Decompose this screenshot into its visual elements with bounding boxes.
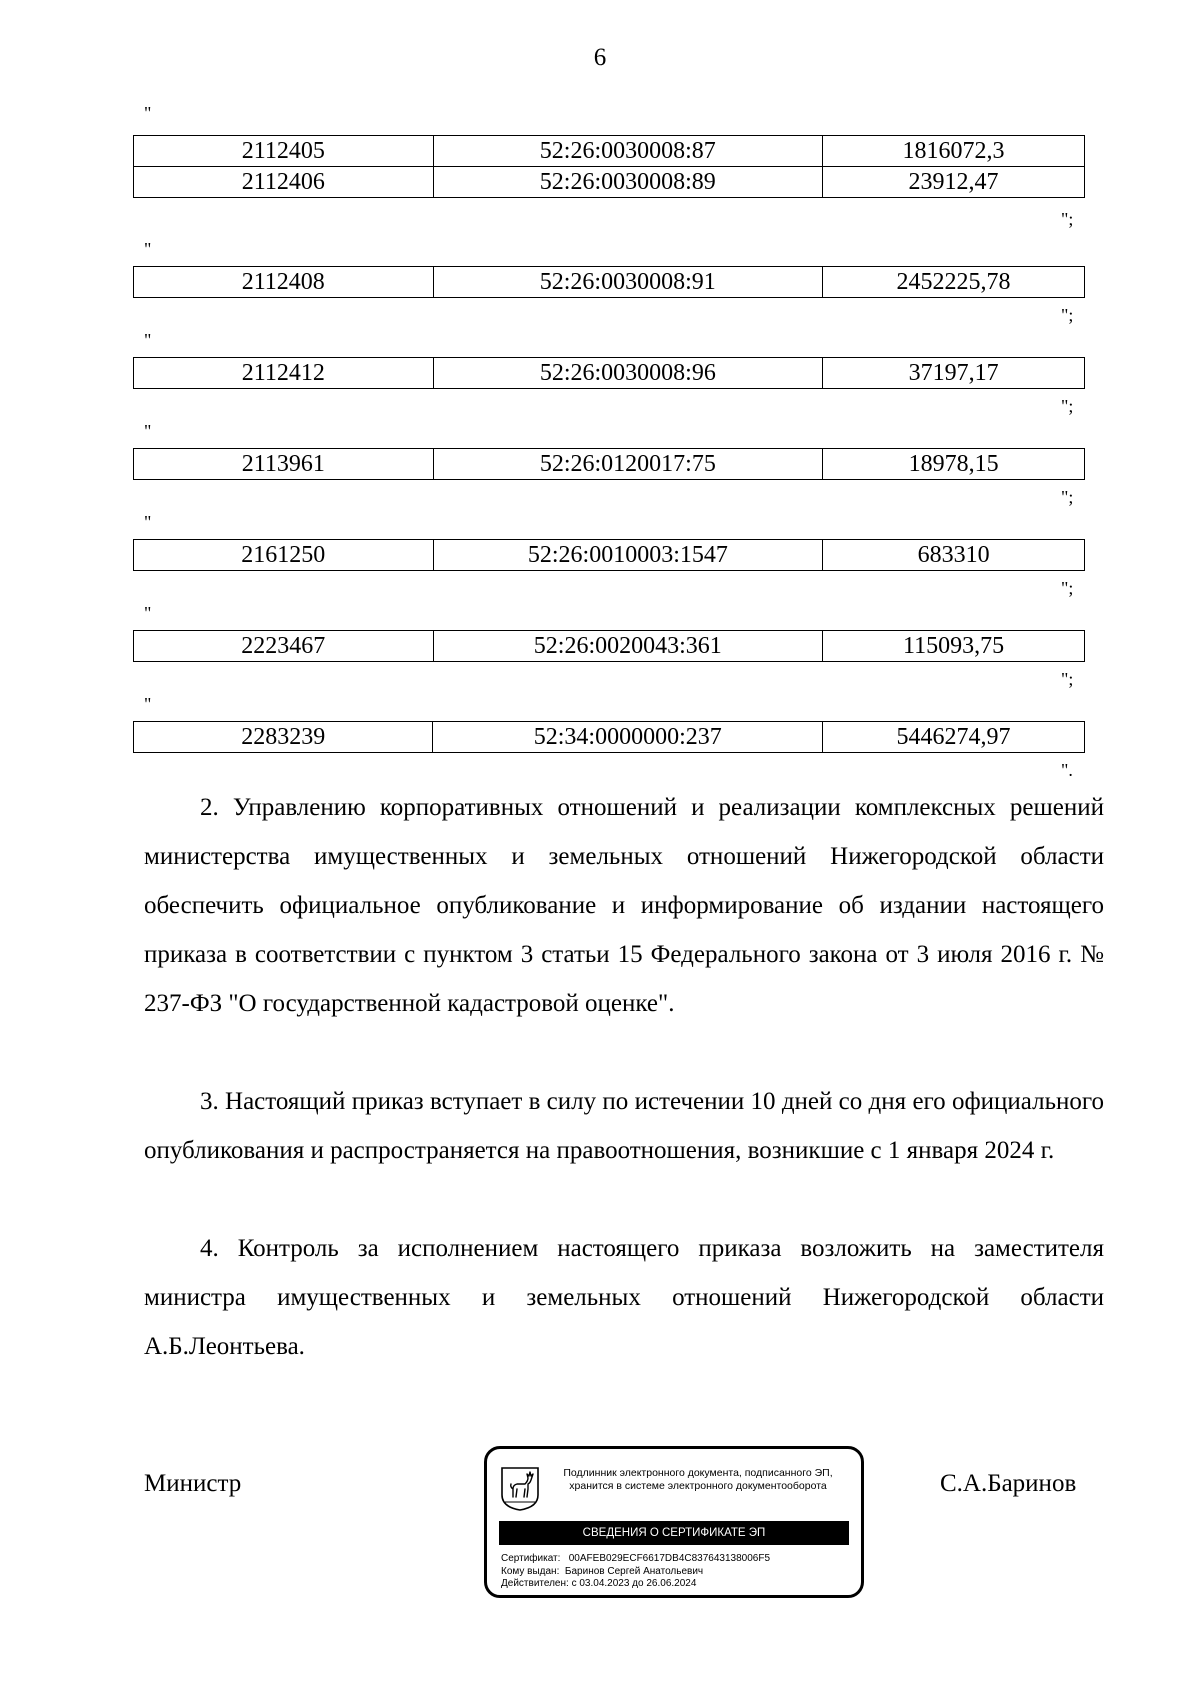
table-row [134, 631, 1085, 662]
data-table [133, 448, 1085, 480]
table-cell-code: 2112405 [134, 136, 434, 167]
table-cell-value: 23912,47 [823, 167, 1085, 198]
table-cell-value: 5446274,97 [823, 722, 1085, 753]
owner-line [501, 1566, 770, 1579]
data-table [133, 721, 1085, 753]
deer-coat-of-arms-icon [501, 1467, 539, 1511]
e-signature-stamp [484, 1446, 864, 1598]
owner-value: Баринов Сергей Анатольевич [564, 1565, 704, 1577]
closing-quote: "; [1061, 578, 1074, 598]
table-row [134, 449, 1085, 480]
table-row [134, 722, 1085, 753]
signatory-name: С.А.Баринов [940, 1470, 1077, 1497]
data-table [133, 357, 1085, 389]
table-row [134, 267, 1085, 298]
page-number: 6 [593, 44, 607, 71]
validity-value: с 03.04.2023 до 26.06.2024 [571, 1578, 697, 1589]
table-cell-cadastral-number: 52:26:0030008:91 [433, 267, 823, 298]
stamp-header-line: Подлинник электронного документа, подписанного ЭП, [563, 1467, 833, 1479]
closing-quote: "; [1061, 209, 1074, 229]
stamp-title-bar: СВЕДЕНИЯ О СЕРТИФИКАТЕ ЭП [499, 1521, 849, 1545]
table-cell-value: 2452225,78 [823, 267, 1085, 298]
validity-line [501, 1578, 770, 1591]
data-table [133, 266, 1085, 298]
table-row [134, 136, 1085, 167]
data-table [133, 630, 1085, 662]
table-cell-value: 1816072,3 [823, 136, 1085, 167]
table-cell-cadastral-number: 52:26:0010003:1547 [433, 540, 823, 571]
owner-label: Кому выдан: [501, 1565, 560, 1577]
paragraph-3-effective-date: 3. Настоящий приказ вступает в силу по истечении 10 дней со дня его официального опубликования и распространяется на правоотношения, возникшие с 1 января 2024 г. [144, 1088, 1104, 1164]
closing-quote: "; [1061, 396, 1074, 416]
table-cell-cadastral-number: 52:26:0030008:87 [433, 136, 823, 167]
signatory-role: Министр [144, 1470, 242, 1497]
table-cell-value: 37197,17 [823, 358, 1085, 389]
stamp-header-line: хранится в системе электронного документооборота [569, 1480, 827, 1492]
table-row [134, 540, 1085, 571]
data-table [133, 135, 1085, 198]
certificate-line [501, 1553, 770, 1566]
table-cell-value: 115093,75 [823, 631, 1085, 662]
stamp-header [543, 1467, 853, 1493]
table-cell-code: 2112406 [134, 167, 434, 198]
opening-quote: " [144, 239, 152, 259]
opening-quote: " [144, 330, 152, 350]
table-cell-code: 2283239 [134, 722, 433, 753]
table-cell-value: 683310 [823, 540, 1085, 571]
table-cell-value: 18978,15 [823, 449, 1085, 480]
opening-quote: " [144, 421, 152, 441]
table-cell-code: 2112408 [134, 267, 434, 298]
closing-quote: "; [1061, 305, 1074, 325]
closing-quote: ". [1061, 760, 1073, 780]
table-cell-code: 2223467 [134, 631, 434, 662]
stamp-details [501, 1553, 770, 1591]
table-cell-cadastral-number: 52:26:0030008:89 [433, 167, 823, 198]
table-row [134, 358, 1085, 389]
opening-quote: " [144, 103, 152, 123]
opening-quote: " [144, 694, 152, 714]
paragraph-2-publication: 2. Управлению корпоративных отношений и реализации комплексных решений министерства имущественных и земельных отношений Нижегородской области обеспечить официальное опубликование и информирование об издании настоящего приказа в соответствии с пунктом 3 статьи 15 Федерального закона от 3 июля 2016 г. № 237-ФЗ "О государственной кадастровой оценке". [144, 794, 1104, 1017]
table-cell-code: 2161250 [134, 540, 434, 571]
opening-quote: " [144, 603, 152, 623]
table-cell-cadastral-number: 52:34:0000000:237 [433, 722, 823, 753]
table-cell-code: 2112412 [134, 358, 434, 389]
table-cell-cadastral-number: 52:26:0030008:96 [433, 358, 823, 389]
table-cell-code: 2113961 [134, 449, 434, 480]
closing-quote: "; [1061, 669, 1074, 689]
table-cell-cadastral-number: 52:26:0020043:361 [433, 631, 823, 662]
data-table [133, 539, 1085, 571]
certificate-label: Сертификат: [501, 1553, 561, 1564]
table-row [134, 167, 1085, 198]
paragraph-4-control: 4. Контроль за исполнением настоящего приказа возложить на заместителя министра имущественных и земельных отношений Нижегородской области А.Б.Леонтьева. [144, 1235, 1104, 1360]
certificate-value: 00AFEB029ECF6617DB4C837643138006F5 [568, 1553, 771, 1564]
closing-quote: "; [1061, 487, 1074, 507]
table-cell-cadastral-number: 52:26:0120017:75 [433, 449, 823, 480]
opening-quote: " [144, 512, 152, 532]
validity-label: Действителен: [501, 1578, 569, 1589]
